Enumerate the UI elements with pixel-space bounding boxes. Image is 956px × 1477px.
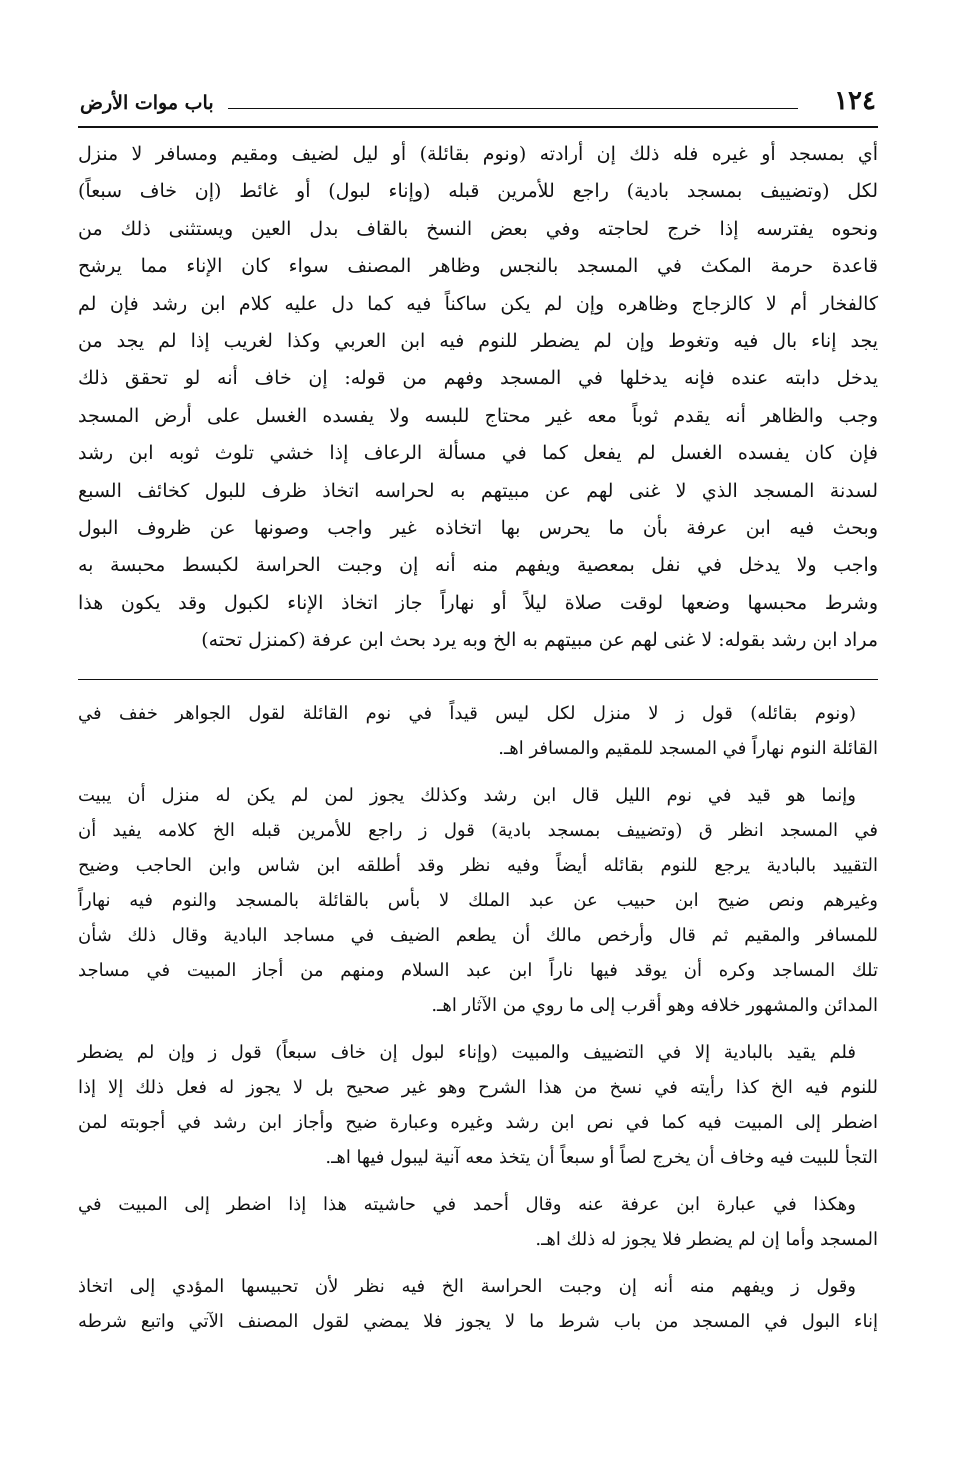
note-line: إناء البول في المسجد من باب شرط ما لا يجوز فلا يمضي لقول المصنف الآتي واتبع شرطه [78, 1311, 878, 1333]
note-line: وهكذا في عبارة ابن عرفة عنه وقال أحمد في حاشيته هذا إذا اضطر إلى المبيت في [78, 1194, 856, 1216]
main-text-line: لكل (وتضييف بمسجد بادية) راجع للأمرين قبله (وإناء لبول) أو غائط (إن خاف سبعاً) [78, 180, 878, 203]
note-line: القائلة النوم نهاراً في المسجد للمقيم والمسافر اهـ. [498, 738, 878, 760]
note-line: للنوم فيه الخ كذا رأيته في نسخ من هذا الشرح وهو غير صحيح بل لا يجوز له فعل ذلك إلا إذا [78, 1077, 878, 1099]
main-text-line: لسدنة المسجد الذي لا غنى لهم عن مبيتهم به لحراسه اتخاذ ظرف للبول كخائف السبع [78, 479, 878, 502]
note-line: وغيرهم ونص ضيح ابن حبيب عن عبد الملك لا بأس بالقائلة بالمسجد والنوم فيه نهاراً [78, 890, 878, 912]
main-text-line: فإن كان يفسده الغسل لم يفعل كما في مسألة الرعاف إذا خشي تلوث ثوبه ابن رشد [78, 442, 878, 465]
main-text-line: وبحث فيه ابن عرفة بأن ما يحرس بها اتخاذه غير واجب وصونها عن ظروف البول [78, 516, 878, 539]
page-number: ١٢٤ [834, 86, 876, 116]
note-line: وقول ز ويفهم منه أنه إن وجبت الحراسة الخ فيه نظر لأن تحبيسها المؤدي إلى اتخاذ [78, 1276, 856, 1298]
note-line: وإنما هو قيد في نوم الليل قال ابن رشد وكذلك يجوز لمن لم يكن له منزل أن يبيت [78, 785, 856, 807]
note-paragraph [78, 1035, 878, 1175]
note-line: المدائن والمشهور خلافه وهو أقرب إلى ما روي من الآثار اهـ. [431, 995, 878, 1017]
main-text-line: مراد ابن رشد بقوله: لا غنى لهم عن مبيتهم به الخ وبه يرد بحث ابن عرفة (كمنزل تحته) [201, 629, 878, 652]
note-line: التجأ للبيت فيه وخاف أن يخرج لصاً أو سبعاً أن يتخذ معه آنية ليبول فيها اهـ. [325, 1147, 878, 1169]
note-line: المسجد وأما إن لم يضطر فلا يجوز له ذلك اهـ. [535, 1229, 878, 1251]
main-text-line: يجد إناء بال فيه وتغوط وإن لم يضطر للنوم فيه ابن العربي وكذا لغريب إذا لم يجد من [78, 329, 878, 352]
note-paragraph [78, 1269, 878, 1339]
main-text-line: وشرط محبسها وضعها لوقت صلاة ليلاً أو نهاراً جاز اتخاذ الإناء لكبول وقد يكون هذا [78, 591, 878, 614]
main-text-line: وجب والظاهر أنه يقدم ثوباً معه غير محتاج للبسه ولا يفسده الغسل على أرض المسجد [78, 404, 878, 427]
commentary-notes [78, 696, 878, 1339]
main-text-line: كالفخار أم لا كالزجاج وظاهره وإن لم يكن ساكناً فيه كما دل عليه كلام ابن رشد فإن لم [78, 292, 878, 315]
note-paragraph [78, 778, 878, 1023]
page-header [78, 86, 878, 128]
main-text-line: قاعدة حرمة المكث في المسجد بالنجس وظاهر المصنف سواء كان الإناء مما يرشح [78, 255, 878, 278]
footnote-separator [78, 679, 878, 680]
main-text-line: يدخل دابته عنده فإنه يدخلها في المسجد وفهم من قوله: إن خاف أنه لو تحقق ذلك [78, 367, 878, 390]
main-text-line: واجب ولا يدخل في نفل بمعصية ويفهم منه أنه إن وجبت الحراسة لكبسط محبسة به [78, 554, 878, 577]
book-page [78, 86, 878, 1351]
note-line: فلم يقيد بالبادية إلا في التضييف والمبيت (وإناء لبول إن خاف سبعاً) قول ز وإن لم يضطر [78, 1042, 856, 1064]
header-rule [228, 108, 798, 109]
note-line: تلك المساجد وكره أن يوقد فيها ناراً ابن عبد السلام ومنهم من أجاز المبيت في مساجد [78, 960, 878, 982]
note-line: (ونوم بقائله) قول ز لا منزل لكل ليس قيداً في نوم القائلة لقول الجواهر خفف في [78, 703, 856, 725]
note-line: اضطر إلى المبيت فيه كما في نص ابن رشد وغيره وعبارة ضيح وأجاز ابن رشد في أجوبته لمن [78, 1112, 878, 1134]
main-text [78, 136, 878, 659]
chapter-title: باب موات الأرض [80, 92, 214, 114]
main-text-line: ونحوه يفترسه إذا خرج لحاجته وفي بعض النسخ بالقاف بدل العين ويستثنى ذلك من [78, 217, 878, 240]
main-text-line: أي بمسجد أو غيره فله ذلك إن أرادته (ونوم بقائلة) أو ليل لضيف ومقيم ومسافر لا منزل [78, 143, 878, 165]
note-line: التقييد بالبادية يرجع للنوم بقائله أيضاً وفيه نظر وقد أطلقه ابن شاس وابن الحاجب وضيح [78, 855, 878, 877]
note-line: في المسجد انظر ق (وتضييف بمسجد بادية) قول ز راجع للأمرين قبله الخ كلامه يفيد أن [78, 820, 878, 842]
note-line: للمسافر والمقيم ثم قال وأرخص مالك أن يطعم الضيف في مساجد البادية وقال ذلك شأن [78, 925, 878, 947]
note-paragraph [78, 696, 878, 766]
note-paragraph [78, 1187, 878, 1257]
